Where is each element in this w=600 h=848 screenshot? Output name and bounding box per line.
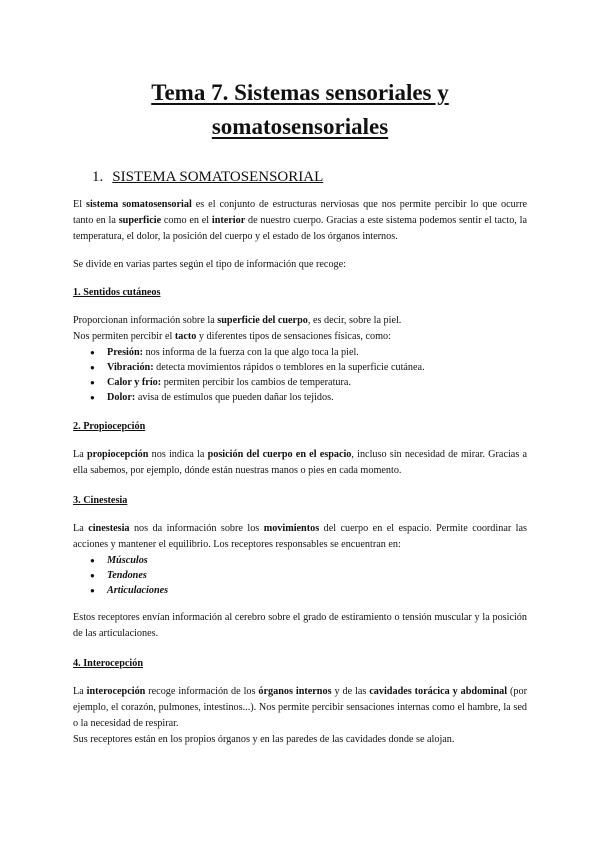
cinestesia-receptores-paragraph: Estos receptores envían información al cerebro sobre el grado de estiramiento o tensión muscular y la posición de las articulaciones. [73, 612, 527, 639]
text-run: (por ejemplo, el corazón, pulmones, intestinos...). Nos permite percibir sensaciones internas como el hambre, la sed o la necesidad de respirar. [73, 686, 527, 729]
document-title [73, 0, 527, 144]
list-item-text: nos informa de la fuerza con la que algo toca la piel. [143, 347, 359, 358]
bold-text: posición del cuerpo en el espacio [207, 449, 352, 460]
text-run: La [73, 523, 89, 534]
cinestesia-list [73, 553, 527, 598]
cutaneos-list [73, 345, 527, 405]
intro-paragraph [73, 197, 527, 245]
list-item-term: Vibración: [107, 362, 154, 373]
text-run: recoge información de los [145, 686, 259, 697]
section-number: 1. [92, 169, 104, 185]
text-run: Nos permiten percibir el [73, 331, 175, 342]
list-item-text: detecta movimientos rápidos o temblores en la superficie cutánea. [153, 362, 425, 373]
list-item [90, 345, 527, 360]
list-item-term: Calor y frío: [107, 377, 162, 388]
list-item [90, 375, 527, 390]
list-item-text: avisa de estímulos que pueden dañar los tejidos. [135, 392, 334, 403]
title-line-1: Tema 7. Sistemas sensoriales y [151, 80, 449, 105]
bold-text: interior [211, 215, 246, 226]
subsection-heading-propiocepcion: 2. Propiocepción [73, 421, 146, 432]
text-run: como en el [161, 215, 212, 226]
text-run: nos da información sobre los [129, 523, 264, 534]
interocepcion-receptores-paragraph: Sus receptores están en los propios órganos y en las paredes de las cavidades donde se alojan. [73, 734, 455, 745]
bold-text: superficie [118, 215, 162, 226]
bold-text: movimientos [263, 523, 320, 534]
list-item-term: Dolor: [107, 392, 136, 403]
intro-division-text: Se divide en varias partes según el tipo de información que recoge: [73, 259, 346, 270]
cinestesia-paragraph [73, 521, 527, 553]
list-item [90, 568, 527, 583]
text-run: La [73, 686, 87, 697]
list-item-term: Presión: [107, 347, 144, 358]
text-run: es el conjunto de estructuras nerviosas que nos permite percibir lo que ocurre tanto en la [73, 199, 527, 226]
list-item-term: Músculos [107, 555, 148, 566]
list-item [90, 553, 527, 568]
bold-text: superficie del cuerpo [217, 315, 308, 326]
text-run: El [73, 199, 86, 210]
text-run: La [73, 449, 87, 460]
cutaneos-paragraph-1 [73, 313, 527, 329]
list-item-term: Articulaciones [107, 585, 169, 596]
text-run: de nuestro cuerpo. Gracias a este sistema podemos sentir el tacto, la temperatura, el dolor, la posición del cuerpo y el estado de los órganos internos. [73, 215, 527, 242]
bold-text: propiocepción [86, 449, 149, 460]
list-item [90, 390, 527, 405]
bold-text: cinestesia [88, 523, 130, 534]
text-run: y diferentes tipos de sensaciones físicas, como: [196, 331, 391, 342]
cutaneos-paragraph-2 [73, 329, 527, 345]
text-run: , incluso sin necesidad de mirar. Gracias a ella sabemos, por ejemplo, dónde están nuestras manos o pies en cada momento. [73, 449, 527, 476]
bold-text: sistema somatosensorial [86, 199, 192, 210]
section-title: SISTEMA SOMATOSENSORIAL [112, 169, 324, 185]
list-item-text: permiten percibir los cambios de temperatura. [161, 377, 351, 388]
section-heading [92, 168, 527, 186]
subsection-heading-cinestesia: 3. Cinestesia [73, 495, 128, 506]
subsection-heading-sentidos-cutaneos: 1. Sentidos cutáneos [73, 287, 161, 298]
bold-text: órganos internos [258, 686, 332, 697]
bold-text: cavidades torácica y abdominal [369, 686, 508, 697]
propiocepcion-paragraph [73, 447, 527, 479]
text-run: Proporcionan información sobre la [73, 315, 218, 326]
text-run: y de las [331, 686, 370, 697]
text-run: del cuerpo en el espacio. Permite coordinar las acciones y mantener el equilibrio. Los receptores responsables se encuentran en: [73, 523, 528, 550]
bold-text: interocepción [86, 686, 146, 697]
interocepcion-paragraph [73, 684, 527, 732]
list-item [90, 360, 527, 375]
text-run: nos indica la [148, 449, 208, 460]
title-line-2: somatosensoriales [211, 114, 389, 139]
list-item-term: Tendones [107, 570, 147, 581]
text-run: , es decir, sobre la piel. [307, 315, 402, 326]
bold-text: tacto [174, 331, 197, 342]
list-item [90, 583, 527, 598]
subsection-heading-interocepcion: 4. Interocepción [73, 658, 143, 669]
